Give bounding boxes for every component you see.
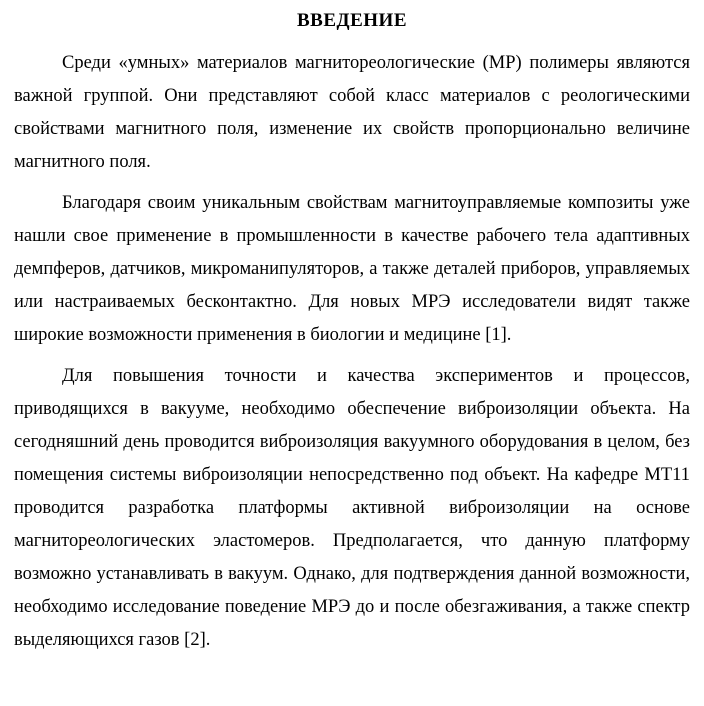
paragraph-1: Среди «умных» материалов магнитореологические (МР) полимеры являются важной группой. Они представляют собой класс материалов с реологическими свойствами магнитного поля, изменение их свойств пропорционально величине магнитного поля. xyxy=(14,52,690,172)
paragraph-2: Благодаря своим уникальным свойствам магнитоуправляемые композиты уже нашли свое применение в промышленности в качестве рабочего тела адаптивных демпферов, датчиков, микроманипуляторов, а также деталей приборов, управляемых или настраиваемых бесконтактно. Для новых МРЭ исследователи видят также широкие возможности применения в биологии и медицине [1]. xyxy=(14,192,690,345)
paragraph-3: Для повышения точности и качества экспериментов и процессов, приводящихся в вакууме, необходимо обеспечение виброизоляции объекта. На сегодняшний день проводится виброизоляция вакуумного оборудования в целом, без помещения системы виброизоляции непосредственно под объект. На кафедре МТ11 проводится разработка платформы активной виброизоляции на основе магнитореологических эластомеров. Предполагается, что данную платформу возможно устанавливать в вакуум. Однако, для подтверждения данной возможности, необходимо исследование поведение МРЭ до и после обезгаживания, а также спектр выделяющихся газов [2]. xyxy=(14,365,690,650)
page-title: ВВЕДЕНИЕ xyxy=(297,10,407,31)
